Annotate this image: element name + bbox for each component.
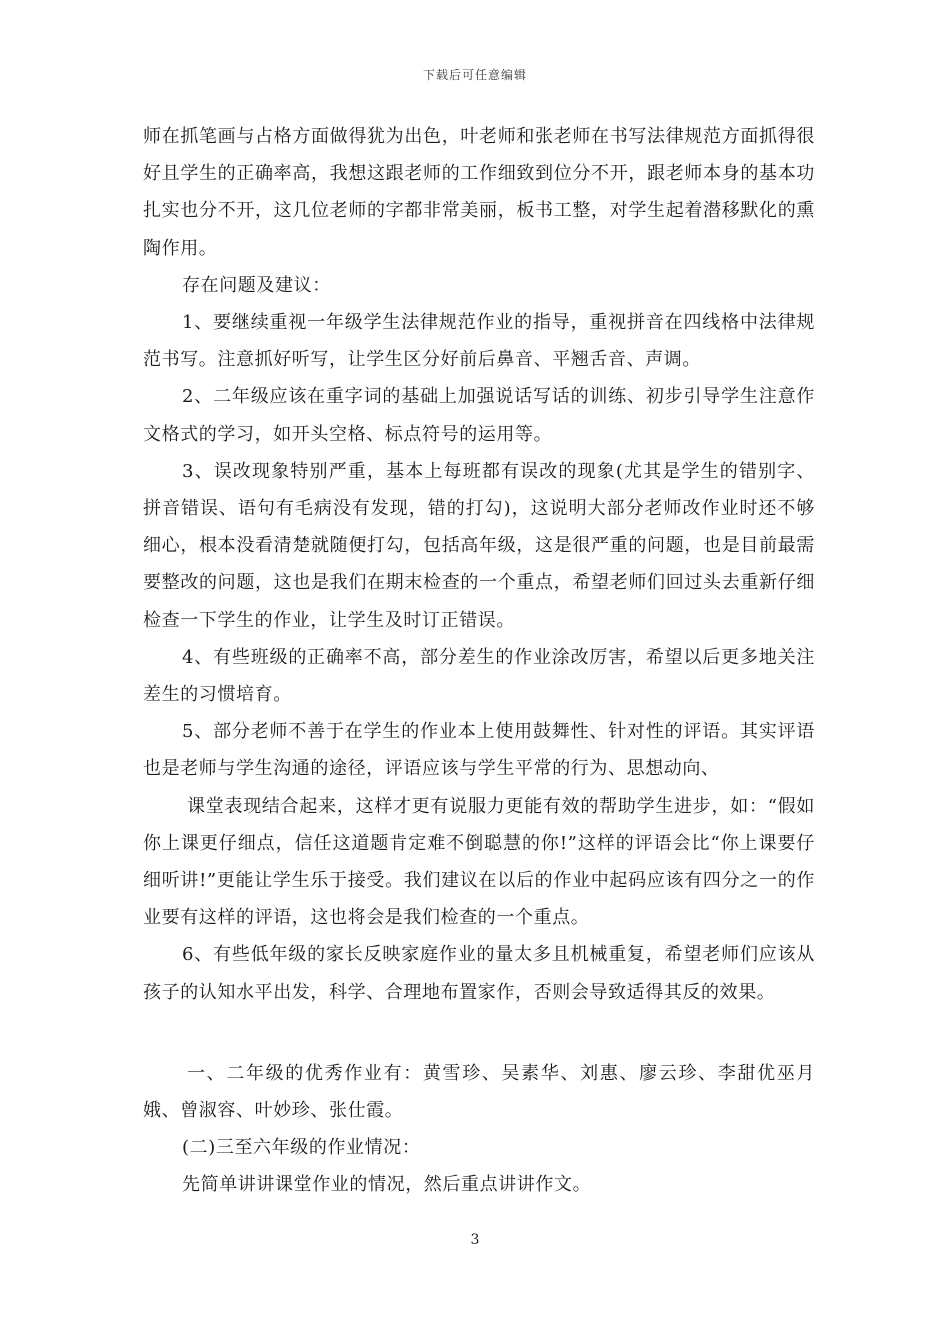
- document-body: [143, 118, 815, 1204]
- paragraph-item-4: 4、有些班级的正确率不高，部分差生的作业涂改厉害，希望以后更多地关注差生的习惯培育。: [143, 646, 815, 706]
- paragraph-item-6: 6、有些低年级的家长反映家庭作业的量太多且机械重复，希望老师们应该从孩子的认知水平出发，科学、合理地布置家作，否则会导致适得其反的效果。: [143, 944, 815, 1003]
- paragraph-item-2: 2、二年级应该在重字词的基础上加强说话写话的训练、初步引导学生注意作文格式的学习，如开头空格、标点符号的运用等。: [143, 386, 815, 445]
- paragraph-spacer: [143, 1011, 815, 1055]
- paragraph-item-1: 1、要继续重视一年级学生法律规范作业的指导，重视拼音在四线格中法律规范书写。注意抓好听写，让学生区分好前后鼻音、平翘舌音、声调。: [143, 312, 815, 371]
- page-number: 3: [470, 1232, 480, 1248]
- paragraph-intro: 先简单讲讲课堂作业的情况，然后重点讲讲作文。: [182, 1174, 592, 1196]
- section-heading-grades-3-6: (二)三至六年级的作业情况：: [182, 1137, 421, 1159]
- paragraph-excellent-homework: 一、二年级的优秀作业有：黄雪珍、吴素华、刘惠、廖云珍、李甜优巫月娥、曾淑容、叶妙珍、张仕霞。: [143, 1062, 815, 1122]
- page-header: 下载后可任意编辑: [422, 68, 527, 82]
- paragraph-item-5: 5、部分老师不善于在学生的作业本上使用鼓舞性、针对性的评语。其实评语也是老师与学生沟通的途径，评语应该与学生平常的行为、思想动向、: [143, 721, 815, 780]
- paragraph-item-3: 3、误改现象特别严重，基本上每班都有误改的现象(尤其是学生的错别字、拼音错误、语句有毛病没有发现，错的打勾)，这说明大部分老师改作业时还不够细心，根本没看清楚就随便打勾，包括高年级，这是很严重的问题，也是目前最需要整改的问题，这也是我们在期末检查的一个重点，希望老师们回过头去重新仔细检查一下学生的作业，让学生及时订正错误。: [143, 460, 815, 631]
- section-heading-issues: 存在问题及建议：: [182, 274, 331, 296]
- paragraph-item-5-continued: 课堂表现结合起来，这样才更有说服力更能有效的帮助学生进步，如：“假如你上课更仔细点，信任这道题肯定难不倒聪慧的你!”这样的评语会比“你上课要仔细听讲!”更能让学生乐于接受。我们建议在以后的作业中起码应该有四分之一的作业要有这样的评语，这也将会是我们检查的一个重点。: [143, 795, 815, 929]
- paragraph-continuation: 师在抓笔画与占格方面做得犹为出色，叶老师和张老师在书写法律规范方面抓得很好且学生的正确率高，我想这跟老师的工作细致到位分不开，跟老师本身的基本功扎实也分不开，这几位老师的字都非常美丽，板书工整，对学生起着潜移默化的熏陶作用。: [143, 126, 815, 259]
